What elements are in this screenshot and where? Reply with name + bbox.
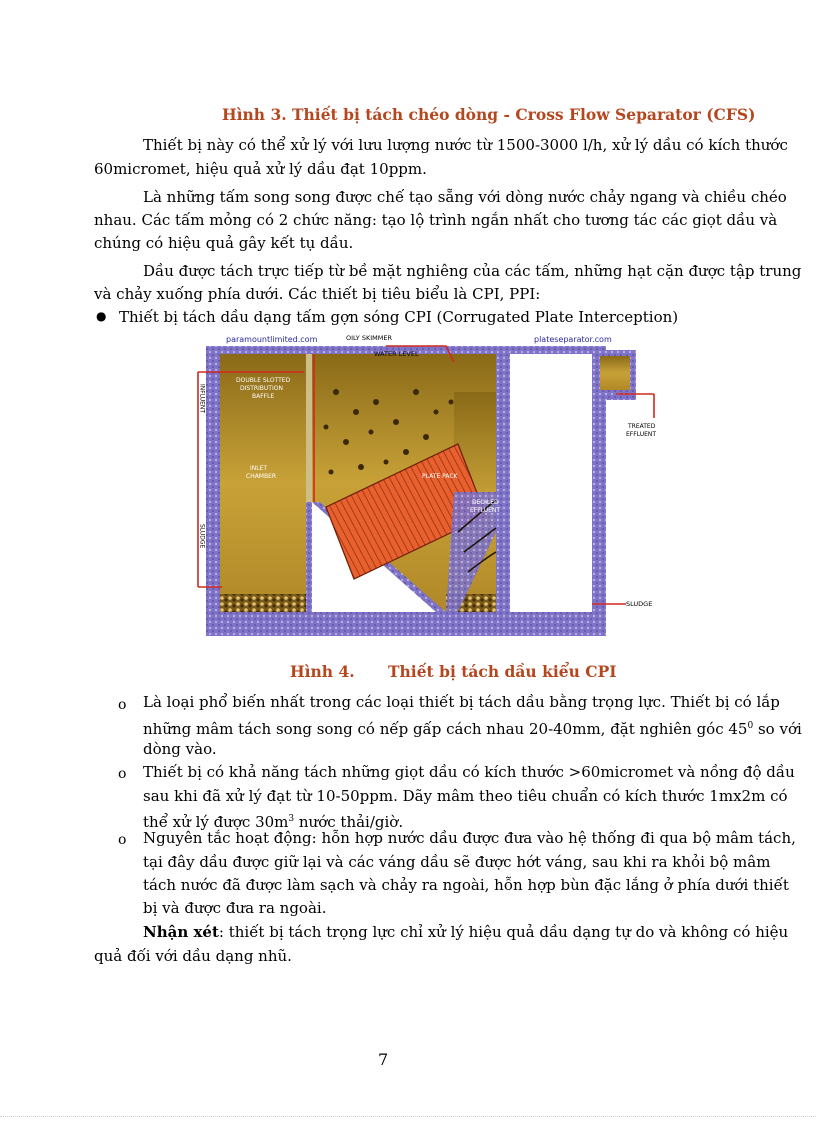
site-right-label: plateseparator.com — [534, 335, 612, 344]
list-item-3-line1: Nguyên tắc hoạt động: hỗn hợp nước dầu được đưa vào hệ thống đi qua bộ mâm tách, — [143, 829, 796, 847]
list-item-1-line1: Là loại phổ biến nhất trong các loại thiết bị tách dầu bằng trọng lực. Thiết bị có lắp — [143, 693, 780, 711]
para2-line1: Là những tấm song song được chế tạo sẵng với dòng nước chảy ngang và chiều chéo — [143, 188, 787, 206]
list-item-3-line4: bị và được đưa ra ngoài. — [143, 899, 327, 917]
para1-line1: Thiết bị này có thể xử lý với lưu lượng nước từ 1500-3000 l/h, xử lý dầu có kích thước — [143, 136, 788, 154]
list-bullet-2: o — [118, 766, 127, 782]
bullet-dot: ● — [96, 309, 107, 323]
figure-3-title: Thiết bị tách chéo dòng - Cross Flow Separator (CFS) — [292, 105, 756, 124]
remark-line1: Nhận xét: thiết bị tách trọng lực chỉ xử lý hiệu quả dầu dạng tự do và không có hiệu — [143, 923, 789, 941]
list-item-2-line2: sau khi đã xử lý đạt từ 10-50ppm. Dãy mâm theo tiêu chuẩn có kích thước 1mx2m có — [143, 787, 788, 805]
list-bullet-1: o — [118, 697, 127, 713]
page-number: 7 — [378, 1050, 389, 1069]
baffle-label-2: DISTRIBUTION — [240, 385, 283, 392]
treated-label-2: EFFLUENT — [626, 431, 657, 438]
list-item-1-line2: những mâm tách song song có nếp gấp cách nhau 20-40mm, đặt nghiên góc $45^0$ so với — [143, 720, 802, 738]
list-item-1-line3: dòng vào. — [143, 740, 217, 758]
para3-line2: và chảy xuống phía dưới. Các thiết bị tiêu biểu là CPI, PPI: — [94, 285, 541, 303]
sludge-right-label: SLUDGE — [626, 600, 653, 608]
para3-line1: Dầu được tách trực tiếp từ bề mặt nghiêng của các tấm, những hạt cặn được tập trung — [143, 262, 802, 280]
list-item-2-line1: Thiết bị có khả năng tách những giọt dầu có kích thước >60micromet và nồng độ dầu — [143, 763, 795, 781]
cpi-separator-figure — [196, 332, 664, 642]
figure-4-title: Thiết bị tách dầu kiểu CPI — [388, 662, 617, 681]
figure-3-label: Hình 3. — [222, 105, 287, 124]
treated-label-1: TREATED — [628, 423, 656, 430]
sludge-left-label: SLUDGE — [198, 524, 206, 549]
oily-skimmer-label: OILY SKIMMER — [346, 334, 392, 342]
plate-pack-label: PLATE PACK — [422, 473, 458, 480]
list-item-2-line3: thể xử lý được $30m^3$ nước thải/giờ. — [143, 813, 404, 831]
water-level-label: WATER LEVEL — [374, 350, 419, 358]
list-item-3-line2: tại đây dầu được giữ lại và các váng dầu sẽ được hớt váng, sau khi ra khỏi bộ mâm — [143, 853, 771, 871]
para1-line2: 60micromet, hiệu quả xử lý dầu đạt 10ppm. — [94, 160, 427, 178]
page-bottom-rule — [0, 1116, 816, 1117]
deoiled-label-2: EFFLUENT — [470, 507, 501, 514]
bullet-text: Thiết bị tách dầu dạng tấm gợn sóng CPI (Corrugated Plate Interception) — [119, 308, 679, 326]
inlet-label-1: INLET — [250, 465, 268, 472]
para2-line2: nhau. Các tấm mỏng có 2 chức năng: tạo lộ trình ngắn nhất cho tương tác các giọt dầu và — [94, 211, 778, 229]
influent-label: INFLUENT — [198, 384, 206, 414]
site-left-label: paramountlimited.com — [226, 335, 318, 344]
list-item-3-line3: tách nước đã được làm sạch và chảy ra ngoài, hỗn hợp bùn đặc lắng ở phía dưới thiết — [143, 876, 789, 894]
figure-4-label: Hình 4. — [290, 662, 355, 681]
baffle-label-1: DOUBLE SLOTTED — [236, 377, 291, 384]
deoiled-label-1: DEOILED — [472, 499, 499, 506]
list-bullet-3: o — [118, 832, 127, 848]
inlet-label-2: CHAMBER — [246, 473, 277, 480]
para2-line3: chúng có hiệu quả gây kết tụ dầu. — [94, 234, 354, 252]
baffle-label-3: BAFFLE — [252, 393, 275, 400]
remark-line2: quả đối với dầu dạng nhũ. — [94, 947, 292, 965]
